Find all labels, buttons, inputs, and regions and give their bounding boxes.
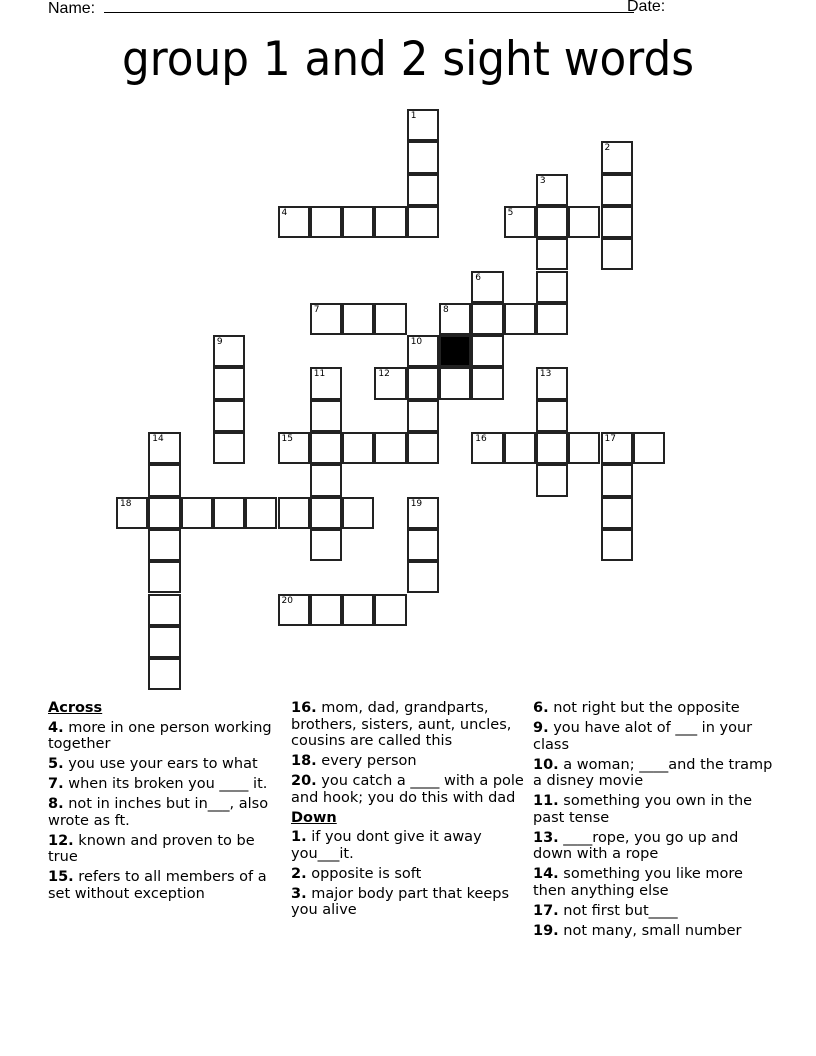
clue-number: 14 (152, 434, 164, 444)
clue-number: 10 (410, 337, 423, 348)
grid-cell[interactable] (407, 206, 439, 238)
clue-number: 16 (475, 434, 487, 444)
grid-cell[interactable] (471, 271, 503, 303)
clues-column-1 (48, 700, 283, 906)
grid-cell[interactable] (407, 367, 439, 399)
clue-across-8: 8. not in inches but in___, also wrote as ft. (48, 796, 269, 829)
grid-cell[interactable] (407, 400, 439, 432)
clue-down-14: 14. something you like more then anything else (533, 866, 743, 899)
clue-across-20: 20. you catch a ____ with a pole and hook; you do this with dad (291, 773, 524, 806)
grid-cell[interactable] (310, 464, 342, 496)
grid-cell[interactable] (407, 141, 439, 173)
clue-number: 9 (216, 337, 223, 348)
grid-cell[interactable] (601, 174, 633, 206)
grid-cell[interactable] (213, 367, 245, 399)
black-cell (439, 335, 471, 367)
grid-cell[interactable] (536, 238, 568, 270)
clue-across-7: 7. when its broken you ____ it. (48, 776, 268, 792)
grid-cell[interactable] (213, 335, 245, 367)
grid-cell[interactable] (213, 432, 245, 464)
clue-down-10: 10. a woman; ____and the tramp a disney movie (533, 756, 773, 789)
clues-column-3 (533, 700, 773, 943)
clue-down-6: 6. not right but the opposite (533, 700, 740, 716)
grid-cell[interactable] (148, 626, 180, 658)
clue-number: 11 (313, 369, 326, 380)
grid-cell[interactable] (245, 497, 277, 529)
grid-cell[interactable] (213, 400, 245, 432)
clue-across-15: 15. refers to all members of a set without exception (48, 869, 267, 902)
grid-cell[interactable] (310, 367, 342, 399)
clue-down-1: 1. if you dont give it away you___it. (291, 829, 482, 862)
clue-across-12: 12. known and proven to be true (48, 832, 255, 865)
grid-cell[interactable] (407, 432, 439, 464)
grid-cell[interactable] (407, 497, 439, 529)
grid-cell[interactable] (310, 303, 342, 335)
grid-cell[interactable] (148, 658, 180, 690)
grid-cell[interactable] (374, 206, 406, 238)
grid-cell[interactable] (601, 238, 633, 270)
grid-cell[interactable] (439, 367, 471, 399)
grid-cell[interactable] (536, 400, 568, 432)
clue-number: 7 (313, 304, 320, 315)
grid-cell[interactable] (310, 432, 342, 464)
clue-number: 4 (281, 207, 288, 218)
clue-down-13: 13. ____rope, you go up and down with a rope (533, 829, 739, 862)
across-heading: Across (48, 700, 103, 716)
grid-cell[interactable] (148, 497, 180, 529)
grid-cell[interactable] (407, 529, 439, 561)
grid-cell[interactable] (536, 271, 568, 303)
clue-down-3: 3. major body part that keeps you alive (291, 885, 510, 918)
clue-number: 15 (281, 434, 293, 444)
date-label: Date: (627, 0, 666, 15)
grid-cell[interactable] (278, 432, 310, 464)
clue-across-18: 18. every person (291, 753, 417, 769)
clue-across-5: 5. you use your ears to what (48, 756, 258, 772)
grid-cell[interactable] (536, 303, 568, 335)
clues-column-2 (291, 700, 526, 922)
name-label: Name: (48, 0, 96, 17)
page-title: group 1 and 2 sight words (121, 32, 694, 87)
grid-cell[interactable] (536, 174, 568, 206)
grid-cell[interactable] (471, 303, 503, 335)
grid-cell[interactable] (342, 594, 374, 626)
grid-cell[interactable] (633, 432, 665, 464)
grid-cell[interactable] (471, 335, 503, 367)
grid-cell[interactable] (536, 367, 568, 399)
grid-cell[interactable] (504, 303, 536, 335)
grid-cell[interactable] (601, 529, 633, 561)
clue-number: 19 (410, 498, 423, 509)
clue-number: 6 (475, 272, 482, 283)
grid-cell[interactable] (310, 206, 342, 238)
grid-cell[interactable] (374, 432, 406, 464)
grid-cell[interactable] (310, 529, 342, 561)
grid-cell[interactable] (342, 432, 374, 464)
grid-cell[interactable] (342, 497, 374, 529)
clue-number: 13 (539, 369, 552, 380)
clue-number: 5 (507, 207, 514, 218)
grid-cell[interactable] (278, 594, 310, 626)
grid-cell[interactable] (148, 529, 180, 561)
clue-number: 8 (443, 304, 449, 315)
clue-down-2: 2. opposite is soft (291, 865, 422, 882)
grid-cell[interactable] (407, 561, 439, 593)
clue-down-19: 19. not many, small number (533, 922, 742, 939)
grid-cell[interactable] (601, 206, 633, 238)
grid-cell[interactable] (439, 303, 471, 335)
clue-down-9: 9. you have alot of ___ in your class (533, 720, 753, 753)
grid-cell[interactable] (278, 497, 310, 529)
clue-number: 20 (281, 595, 293, 606)
grid-cell[interactable] (504, 206, 536, 238)
grid-cell[interactable] (148, 464, 180, 496)
grid-cell[interactable] (278, 206, 310, 238)
grid-cell[interactable] (148, 561, 180, 593)
clue-number: 17 (604, 434, 616, 444)
clue-down-11: 11. something you own in the past tense (533, 793, 753, 826)
grid-cell[interactable] (310, 497, 342, 529)
grid-cell[interactable] (181, 497, 213, 529)
grid-cell[interactable] (536, 206, 568, 238)
grid-cell[interactable] (471, 367, 503, 399)
clue-number: 3 (539, 175, 546, 186)
grid-cell[interactable] (213, 497, 245, 529)
down-heading: Down (291, 809, 337, 826)
grid-cell[interactable] (407, 109, 439, 141)
grid-cell[interactable] (601, 497, 633, 529)
grid-cell[interactable] (568, 432, 600, 464)
clue-number: 12 (378, 369, 390, 380)
clue-across-4: 4. more in one person working together (48, 719, 272, 752)
grid-cell[interactable] (342, 206, 374, 238)
grid-cell[interactable] (601, 432, 633, 464)
grid-cell[interactable] (374, 594, 406, 626)
grid-cell[interactable] (471, 432, 503, 464)
grid-cell[interactable] (148, 594, 180, 626)
clue-across-16: 16. mom, dad, grandparts, brothers, sisters, aunt, uncles, cousins are called this (291, 700, 512, 749)
clue-number: 1 (410, 111, 417, 121)
grid-cell[interactable] (407, 335, 439, 367)
grid-cell[interactable] (310, 400, 342, 432)
grid-cell[interactable] (374, 367, 406, 399)
grid-cell[interactable] (536, 432, 568, 464)
grid-cell[interactable] (407, 174, 439, 206)
grid-cell[interactable] (342, 303, 374, 335)
grid-cell[interactable] (536, 464, 568, 496)
clue-down-17: 17. not first but____ (533, 902, 678, 919)
grid-cell[interactable] (504, 432, 536, 464)
clue-number: 18 (120, 498, 132, 509)
clue-number: 2 (604, 143, 611, 154)
grid-cell[interactable] (601, 141, 633, 173)
grid-cell[interactable] (148, 432, 180, 464)
grid-cell[interactable] (601, 464, 633, 496)
grid-cell[interactable] (568, 206, 600, 238)
grid-cell[interactable] (310, 594, 342, 626)
grid-cell[interactable] (374, 303, 406, 335)
grid-cell[interactable] (116, 497, 148, 529)
